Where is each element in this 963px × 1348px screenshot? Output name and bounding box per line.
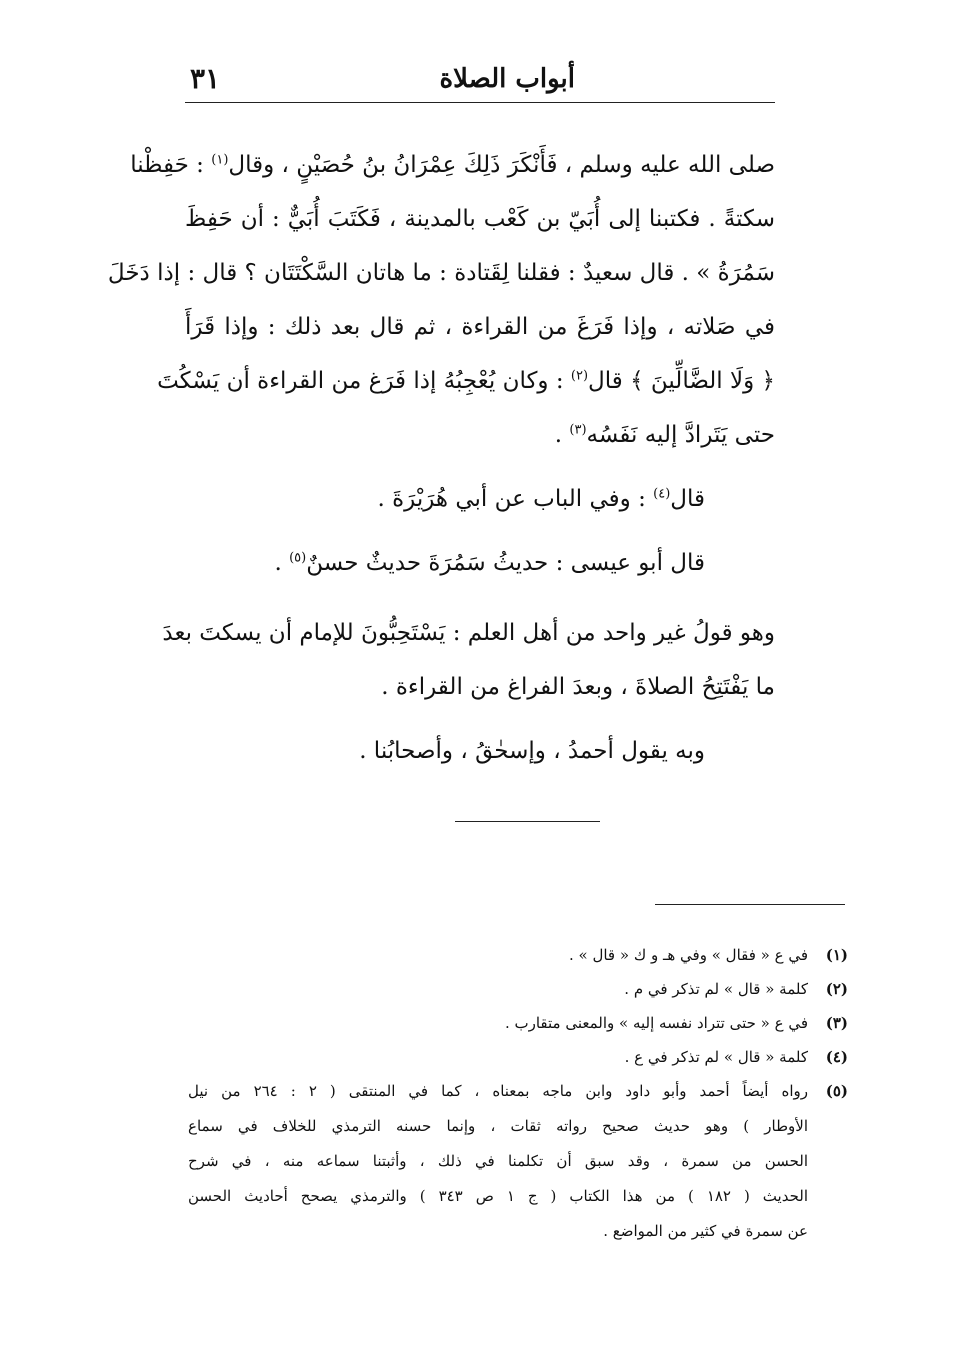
text-line: سكتةً . فكتبنا إلى أُبَيّ بن كَعْب بالمدينة ، فَكَتَبَ أُبَيٌّ : أن حَفِظَ (185, 206, 775, 232)
footnote (188, 1006, 848, 1040)
chapter-title: أبواب الصلاة (439, 64, 575, 94)
footnote-number: (٥) (825, 1082, 848, 1100)
footnote-line: الأوطار ) وهو حديث صحيح رواته ثقات ، وإنما حسنه الترمذي للخلاف في سماع (188, 1117, 808, 1135)
footnote-text: في ع « فقال » وفي هـ و ك « قال » . (568, 946, 808, 964)
footnote (188, 1074, 848, 1249)
footnote-number: (١) (825, 946, 848, 964)
footnote-text: في ع « حتى تتراد نفسه إليه » والمعنى متقارب . (504, 1014, 808, 1032)
text-line: ﴿ وَلَا الضَّالِّينَ ﴾ قال$^{(٢)}$ : وكان يُعْجِبُهُ إذا فَرَغ من القراءة أن يَسْكُتَ (157, 368, 775, 394)
footnote-text (188, 1074, 808, 1249)
footnote (188, 1040, 848, 1074)
text-line: سَمُرَةُ » . قال سعيدٌ : فقلنا لِقَتادة : ما هاتان السَّكْتَتَان ؟ قال : إذا دَخَلَ (107, 260, 775, 286)
footnote-number: (٢) (825, 980, 848, 998)
text-line: قال$^{(٤)}$ : وفي الباب عن أبي هُرَيْرَةَ . (377, 486, 705, 512)
text-line: وبه يقول أحمدُ ، وإسحٰقُ ، وأصحابُنا . (359, 738, 705, 764)
running-header (190, 62, 770, 102)
footnote-text: كلمة « قال » لم تذكر في م . (624, 980, 808, 998)
footnote-ref: (١) (211, 152, 229, 168)
page-number: ٣١ (190, 62, 221, 95)
footnote (188, 938, 848, 972)
footnote-text: كلمة « قال » لم تذكر في ع . (624, 1048, 808, 1066)
footnote-line: الحسن من سمرة ، وقد سبق أن تكلمنا في ذلك ، وأثبتنا سماعه منه ، في شرح (188, 1152, 808, 1170)
footnotes-divider (655, 904, 845, 905)
text-line: ما يَفْتَتِحُ الصلاةَ ، وبعدَ الفراغ من القراءة . (381, 674, 775, 700)
header-divider (185, 102, 775, 103)
footnote-line: عن سمرة في كثير من المواضع . (603, 1222, 808, 1240)
footnotes (188, 938, 848, 1249)
footnote-line: الحديث ( ١٨٢ ) من هذا الكتاب ( ج ١ ص ٣٤٣ ) والترمذي يصحح أحاديث الحسن (188, 1187, 808, 1205)
section-divider (455, 821, 600, 822)
text-line: صلى الله عليه وسلم ، فَأَنْكَرَ ذَلِكَ عِمْرَانُ بنُ حُصَيْنٍ ، وقال$^{(١)}$ : حَفِظْنا (130, 152, 775, 178)
footnote-ref: (٣) (569, 422, 587, 438)
footnote-ref: (٢) (570, 368, 589, 384)
footnote-ref: (٤) (653, 486, 671, 502)
footnote-line: رواه أيضاً أحمد وأبو داود وابن ماجه بمعناه ، كما في المنتقى ( ٢ : ٢٦٤ من نيل (188, 1082, 808, 1100)
main-text (107, 138, 775, 778)
text-line: في صَلاته ، وإذا فَرَغَ من القراءة ، ثم قال بعد ذلك : وإذا قَرَأَ (185, 314, 775, 340)
text-line: وهو قولُ غير واحد من أهل العلم : يَسْتَحِبُّونَ للإمام أن يسكتَ بعدَ (162, 620, 775, 646)
text-line: حتى يَتَرادَّ إليه نَفَسُه$^{(٣)}$ . (554, 422, 775, 448)
footnote-number: (٤) (825, 1048, 848, 1066)
footnote-number: (٣) (825, 1014, 848, 1032)
footnote (188, 972, 848, 1006)
text-line: قال أبو عيسى : حديثُ سَمُرَةَ حديثٌ حسنٌ$^{(٥)}$ . (274, 550, 705, 576)
footnote-ref: (٥) (289, 550, 307, 566)
